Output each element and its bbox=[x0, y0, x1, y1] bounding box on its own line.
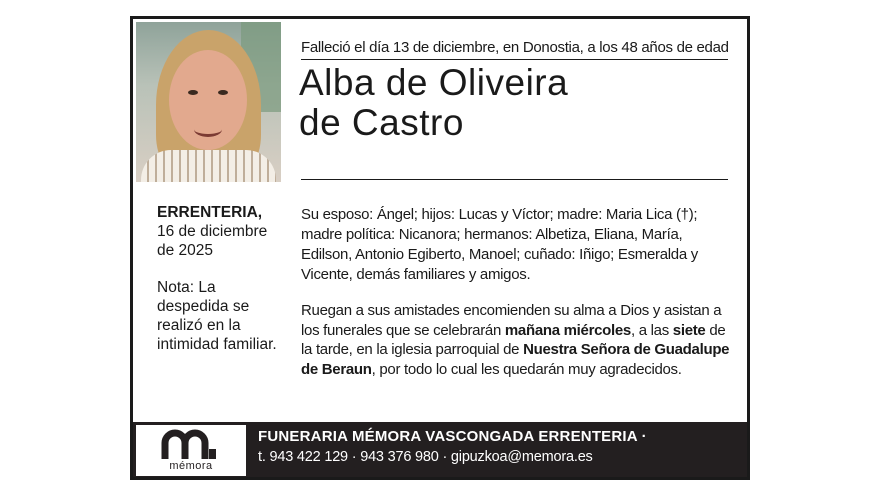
place: ERRENTERIA, bbox=[157, 204, 263, 221]
funeral-text: Ruegan a sus amistades encomienden su alma a Dios y asistan a los funerales que se celebrarán mañana miércoles, a las siete de la tarde, en la iglesia parroquial de Nuestra Señora de Guadalupe de Beraun, por todo lo cual les quedarán muy agradecidos. bbox=[301, 302, 730, 378]
memora-logo bbox=[136, 425, 249, 476]
deceased-name bbox=[299, 63, 568, 143]
logo-text: mémora bbox=[169, 460, 213, 472]
funeral-day: mañana miércoles bbox=[504, 321, 631, 339]
funeral-home-footer bbox=[133, 422, 747, 477]
date-line-1: 16 de diciembre bbox=[157, 223, 268, 240]
obituary-card bbox=[130, 16, 750, 480]
divider bbox=[301, 179, 728, 180]
name-line-2: de Castro bbox=[299, 102, 464, 143]
note: Nota: La despedida se realizó en la intimidad familiar. bbox=[157, 279, 277, 353]
church-name: Nuestra Señora de Guadalupe de Beraun bbox=[301, 341, 730, 378]
memora-logo-icon bbox=[161, 429, 219, 461]
funeral-home-name: FUNERARIA MÉMORA VASCONGADA ERRENTERIA · bbox=[258, 428, 647, 445]
funeral-time: siete bbox=[672, 321, 706, 339]
place-date-block bbox=[157, 203, 282, 354]
deceased-photo bbox=[136, 22, 281, 182]
death-details: Falleció el día 13 de diciembre, en Donostia, a los 48 años de edad bbox=[301, 39, 728, 60]
contact-info: t. 943 422 129 · 943 376 980 · gipuzkoa@memora.es bbox=[258, 449, 593, 465]
family-text: Su esposo: Ángel; hijos: Lucas y Víctor; madre: Maria Lica (†); madre política: Nicanora; hermanos: Albetiza, Eliana, María, Edilson, Antonio Egiberto, Manoel; cuñado: Iñigo; Esmeralda y Vicente, demás familiares y amigos. bbox=[301, 206, 698, 283]
date-line-2: de 2025 bbox=[157, 242, 214, 259]
name-line-1: Alba de Oliveira bbox=[299, 62, 569, 103]
